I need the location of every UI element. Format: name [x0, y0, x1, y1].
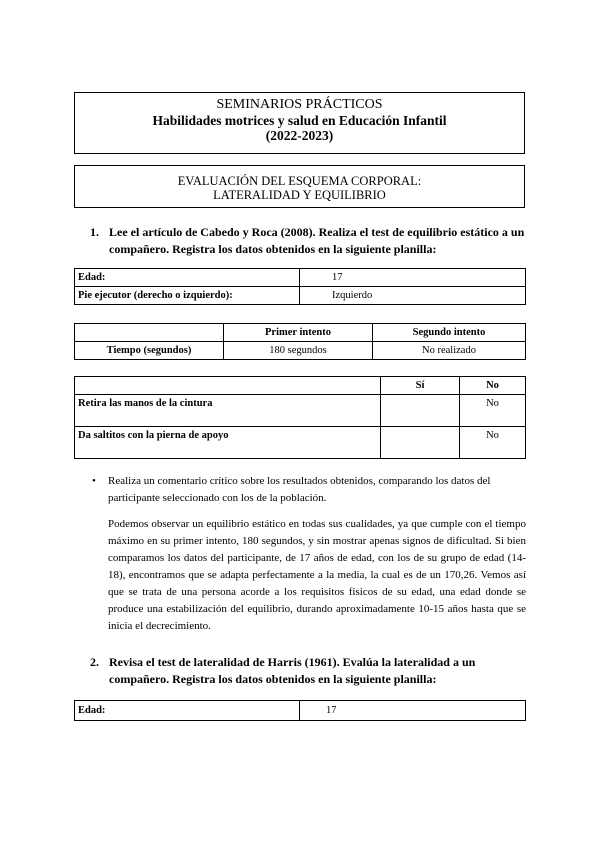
second-attempt-header: Segundo intento	[373, 324, 526, 342]
no-header: No	[460, 377, 526, 395]
observation-no: No	[460, 395, 526, 427]
comment-paragraph: Podemos observar un equilibrio estático en todas sus cualidades, ya que cumple con el tiempo máximo en su primer intento, 180 segundos, y sin mostrar apenas signos de dificultad. Si bien comparamos los datos del participante, de 17 años de edad, con los de su grupo de edad (14-18), encontramos que se adapta perfectamente a la media, la cual es de un 170,26. Vemos así que se trata de una persona acorde a los requisitos físicos de su edad, una edad donde se produce una estabilización del equilibrio, durando aproximadamente 10-15 años hasta que se inicia el decrecimiento.	[108, 518, 526, 632]
second-attempt-value: No realizado	[373, 342, 526, 360]
laterality-table	[74, 700, 526, 721]
evaluation-title: EVALUACIÓN DEL ESQUEMA CORPORAL:	[177, 174, 422, 188]
age-label: Edad:	[75, 701, 300, 721]
table-row	[75, 287, 526, 305]
observation-label: Retira las manos de la cintura	[75, 395, 381, 427]
table-row	[75, 324, 526, 342]
evaluation-subtitle: LATERALIDAD Y EQUILIBRIO	[213, 188, 386, 202]
foot-label: Pie ejecutor (derecho o izquierdo):	[75, 287, 300, 305]
first-attempt-header: Primer intento	[224, 324, 373, 342]
bullet-item	[92, 473, 528, 507]
table-row	[75, 395, 526, 427]
age-label: Edad:	[75, 269, 300, 287]
table-row	[75, 427, 526, 459]
observation-yes	[381, 395, 460, 427]
bullet-text: Realiza un comentario crítico sobre los resultados obtenidos, comparando los datos del participante seleccionado con los de la población.	[108, 475, 491, 504]
evaluation-box	[74, 165, 525, 208]
age-value: 17	[300, 701, 526, 721]
table-row	[75, 377, 526, 395]
header-year: (2022-2023)	[265, 128, 334, 143]
observation-no: No	[460, 427, 526, 459]
question-2-number: 2.	[90, 655, 99, 669]
yes-header: Sí	[381, 377, 460, 395]
observations-table	[74, 376, 526, 459]
question-2	[90, 654, 530, 688]
table-row	[75, 342, 526, 360]
age-value: 17	[300, 269, 526, 287]
participant-table	[74, 268, 526, 305]
table-row	[75, 701, 526, 721]
observation-label: Da saltitos con la pierna de apoyo	[75, 427, 381, 459]
question-2-text: Revisa el test de lateralidad de Harris (1961). Evalúa la lateralidad a un compañero. Registra los datos obtenidos en la siguiente planilla:	[109, 655, 476, 686]
time-label: Tiempo (segundos)	[75, 342, 224, 360]
header-title: SEMINARIOS PRÁCTICOS	[216, 97, 383, 112]
question-1-text: Lee el artículo de Cabedo y Roca (2008). Realiza el test de equilibrio estático a un compañero. Registra los datos obtenidos en la siguiente planilla:	[109, 225, 525, 256]
header-subtitle: Habilidades motrices y salud en Educación Infantil	[152, 112, 447, 128]
bullet-icon: •	[92, 475, 96, 487]
table-row	[75, 269, 526, 287]
header-box	[74, 92, 525, 154]
first-attempt-value: 180 segundos	[224, 342, 373, 360]
observation-yes	[381, 427, 460, 459]
question-1-number: 1.	[90, 225, 99, 239]
attempts-table	[74, 323, 526, 360]
foot-value: Izquierdo	[300, 287, 526, 305]
question-1	[90, 224, 530, 258]
